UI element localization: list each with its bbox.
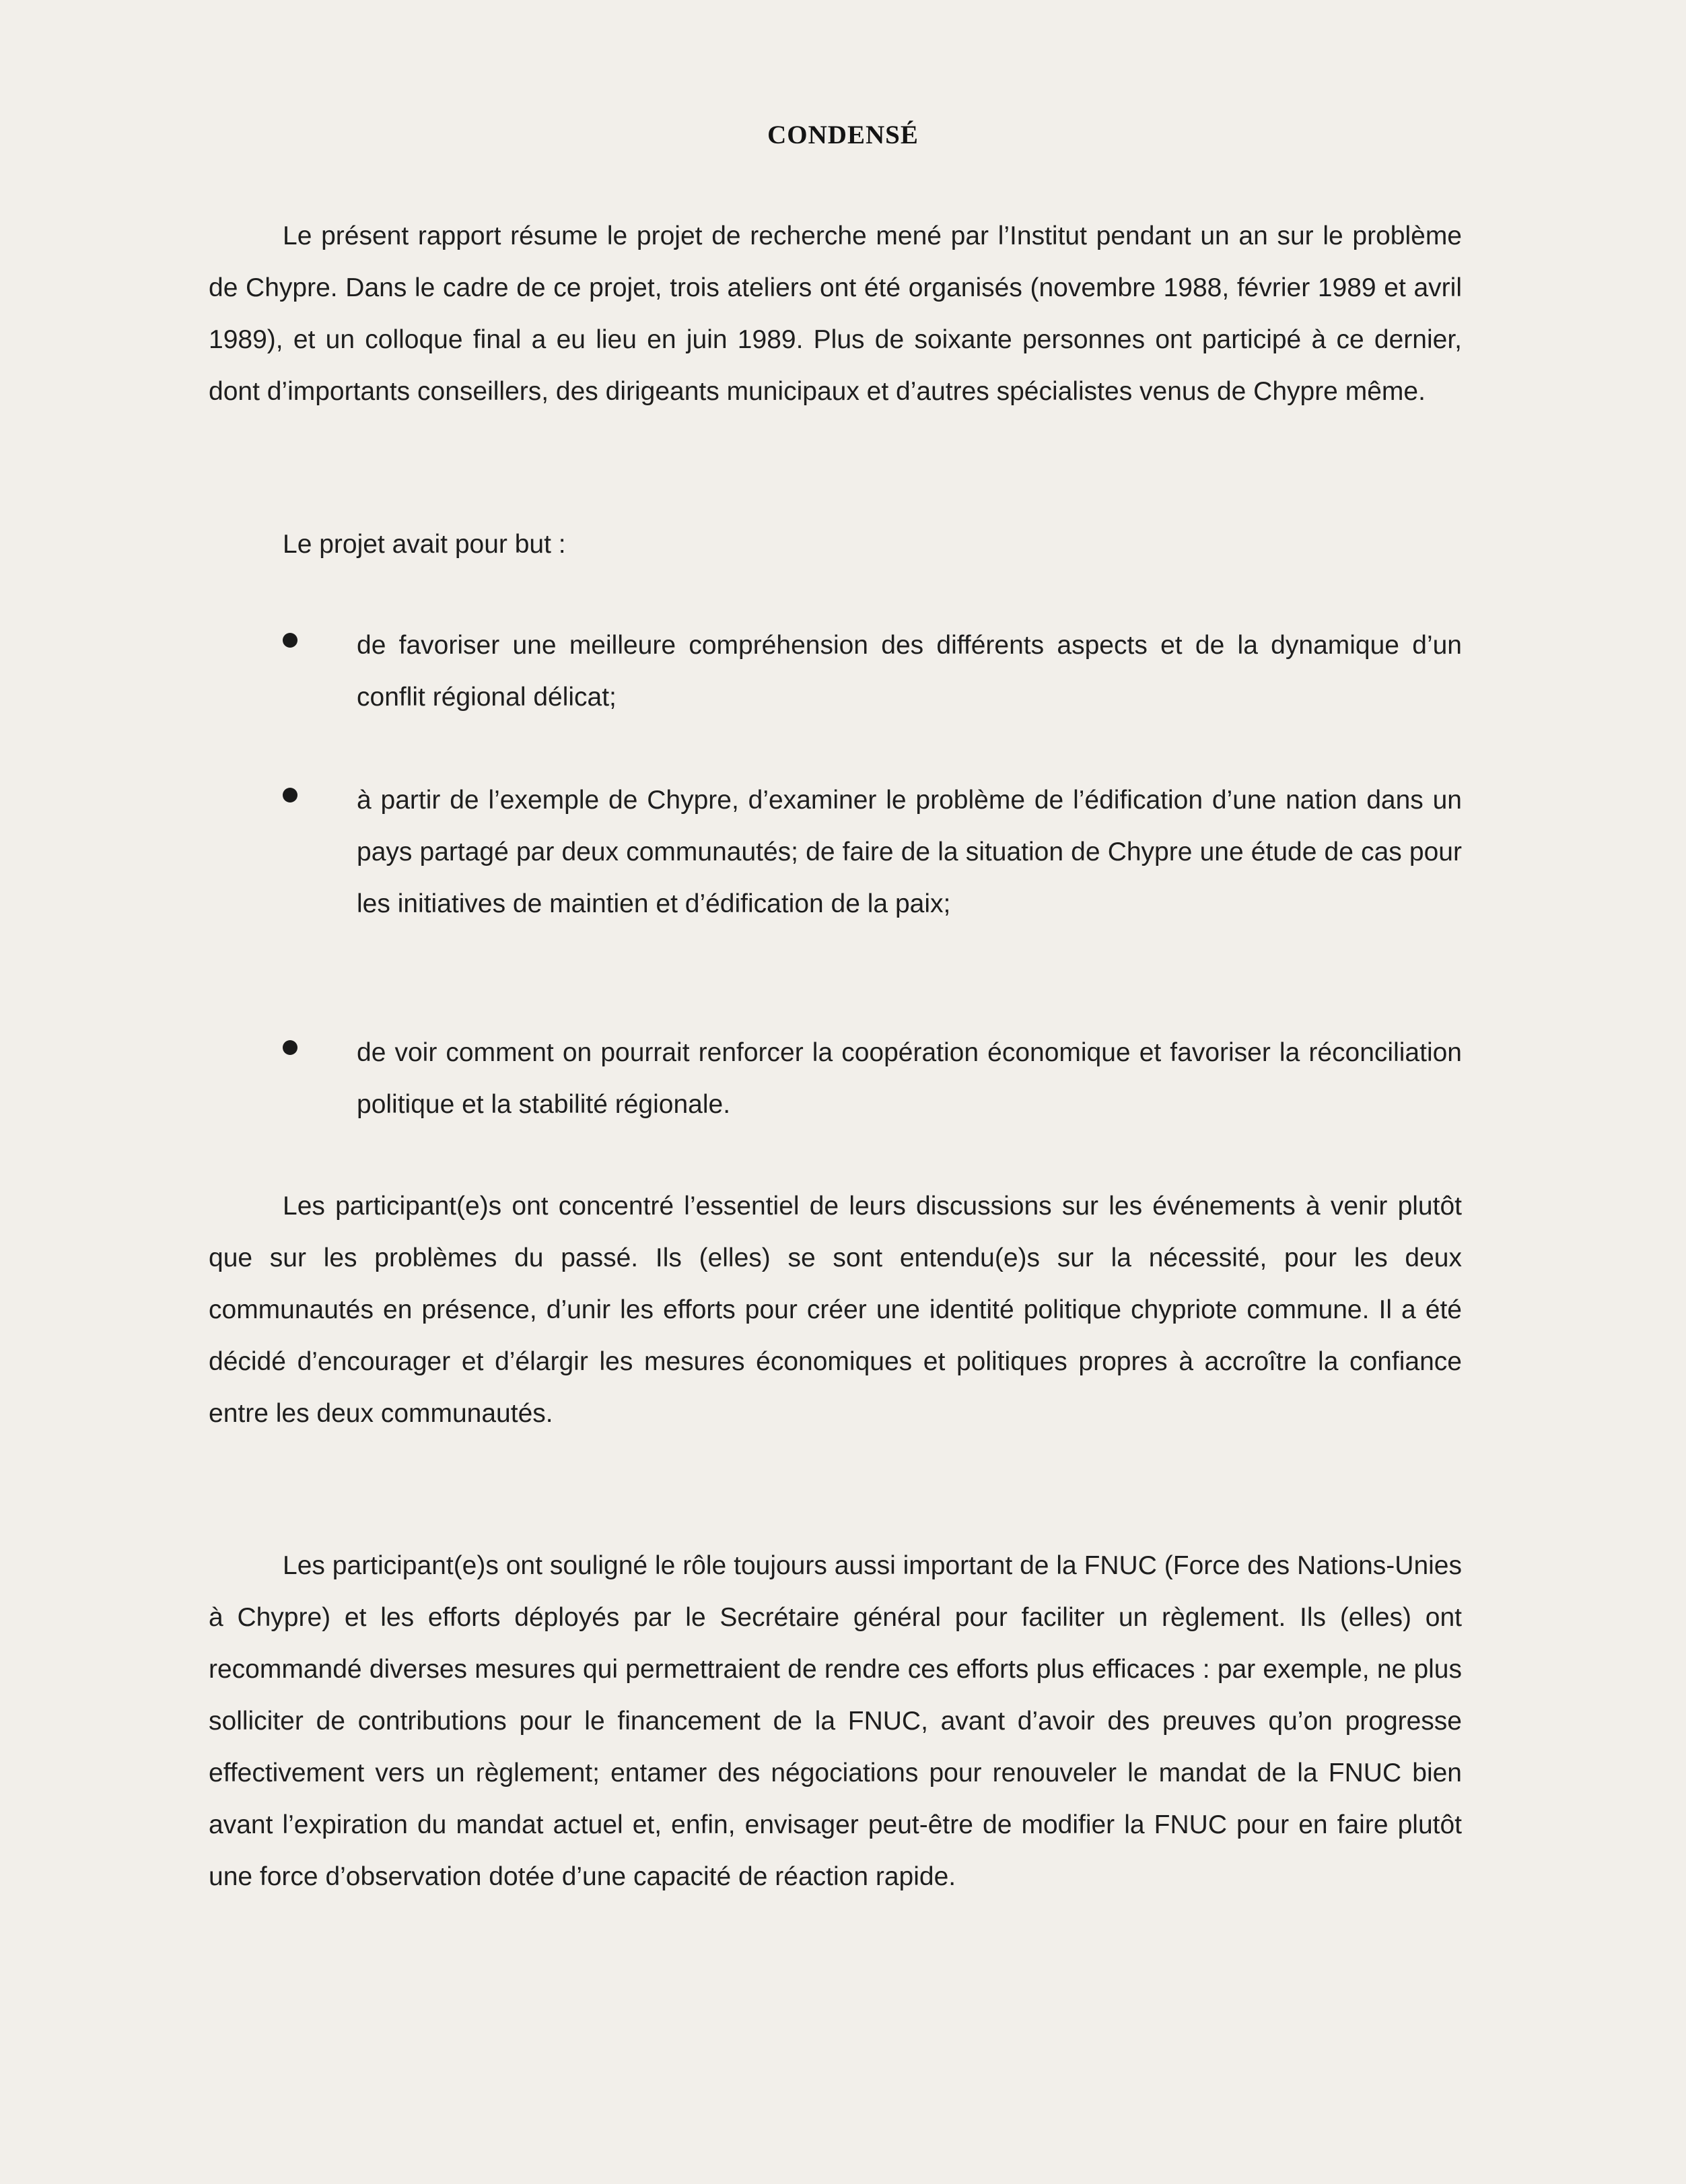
bullet-icon [283,633,297,648]
goal-text: de voir comment on pourrait renforcer la coopération économique et favoriser la réconciliation politique et la stabilité régionale. [357,1038,1462,1119]
intro-paragraph: Le présent rapport résume le projet de recherche mené par l’Institut pendant un an sur le problème de Chypre. Dans le cadre de ce projet, trois ateliers ont été organisés (novembre 1988, février 1989 et avril 1989), et un colloque final a eu lieu en juin 1989. Plus de soixante personnes ont participé à ce dernier, dont d’importants conseillers, des dirigeants municipaux et d’autres spécialistes venus de Chypre même. [209,221,1462,406]
discussion-paragraph: Les participant(e)s ont concentré l’essentiel de leurs discussions sur les événements à venir plutôt que sur les problèmes du passé. Ils (elles) se sont entendu(e)s sur la nécessité, pour les deux communautés en présence, d’unir les efforts pour créer une identité politique chypriote commune. Il a été décidé d’encourager et d’élargir les mesures économiques et politiques propres à accroître la confiance entre les deux communautés. [209,1192,1462,1428]
bullet-icon [283,788,297,803]
goals-lead: Le projet avait pour but : [283,530,566,559]
bullet-icon [283,1040,297,1055]
goal-text: de favoriser une meilleure compréhension des différents aspects et de la dynamique d’un conflit régional délicat; [357,631,1462,712]
fnuc-paragraph: Les participant(e)s ont souligné le rôle toujours aussi important de la FNUC (Force des Nations-Unies à Chypre) et les efforts déployés par le Secrétaire général pour faciliter un règlement. Ils (elles) ont recommandé diverses mesures qui permettraient de rendre ces efforts plus efficaces : par exemple, ne plus solliciter de contributions pour le financement de la FNUC, avant d’avoir des preuves qu’on progresse effectivement vers un règlement; entamer des négociations pour renouveler le mandat de la FNUC bien avant l’expiration du mandat actuel et, enfin, envisager peut-être de modifier la FNUC pour en faire plutôt une force d’observation dotée d’une capacité de réaction rapide. [209,1551,1462,1891]
goal-text: à partir de l’exemple de Chypre, d’examiner le problème de l’édification d’une nation dans un pays partagé par deux communautés; de faire de la situation de Chypre une étude de cas pour les initiatives de maintien et d’édification de la paix; [357,786,1462,918]
page-title: CONDENSÉ [767,121,919,149]
